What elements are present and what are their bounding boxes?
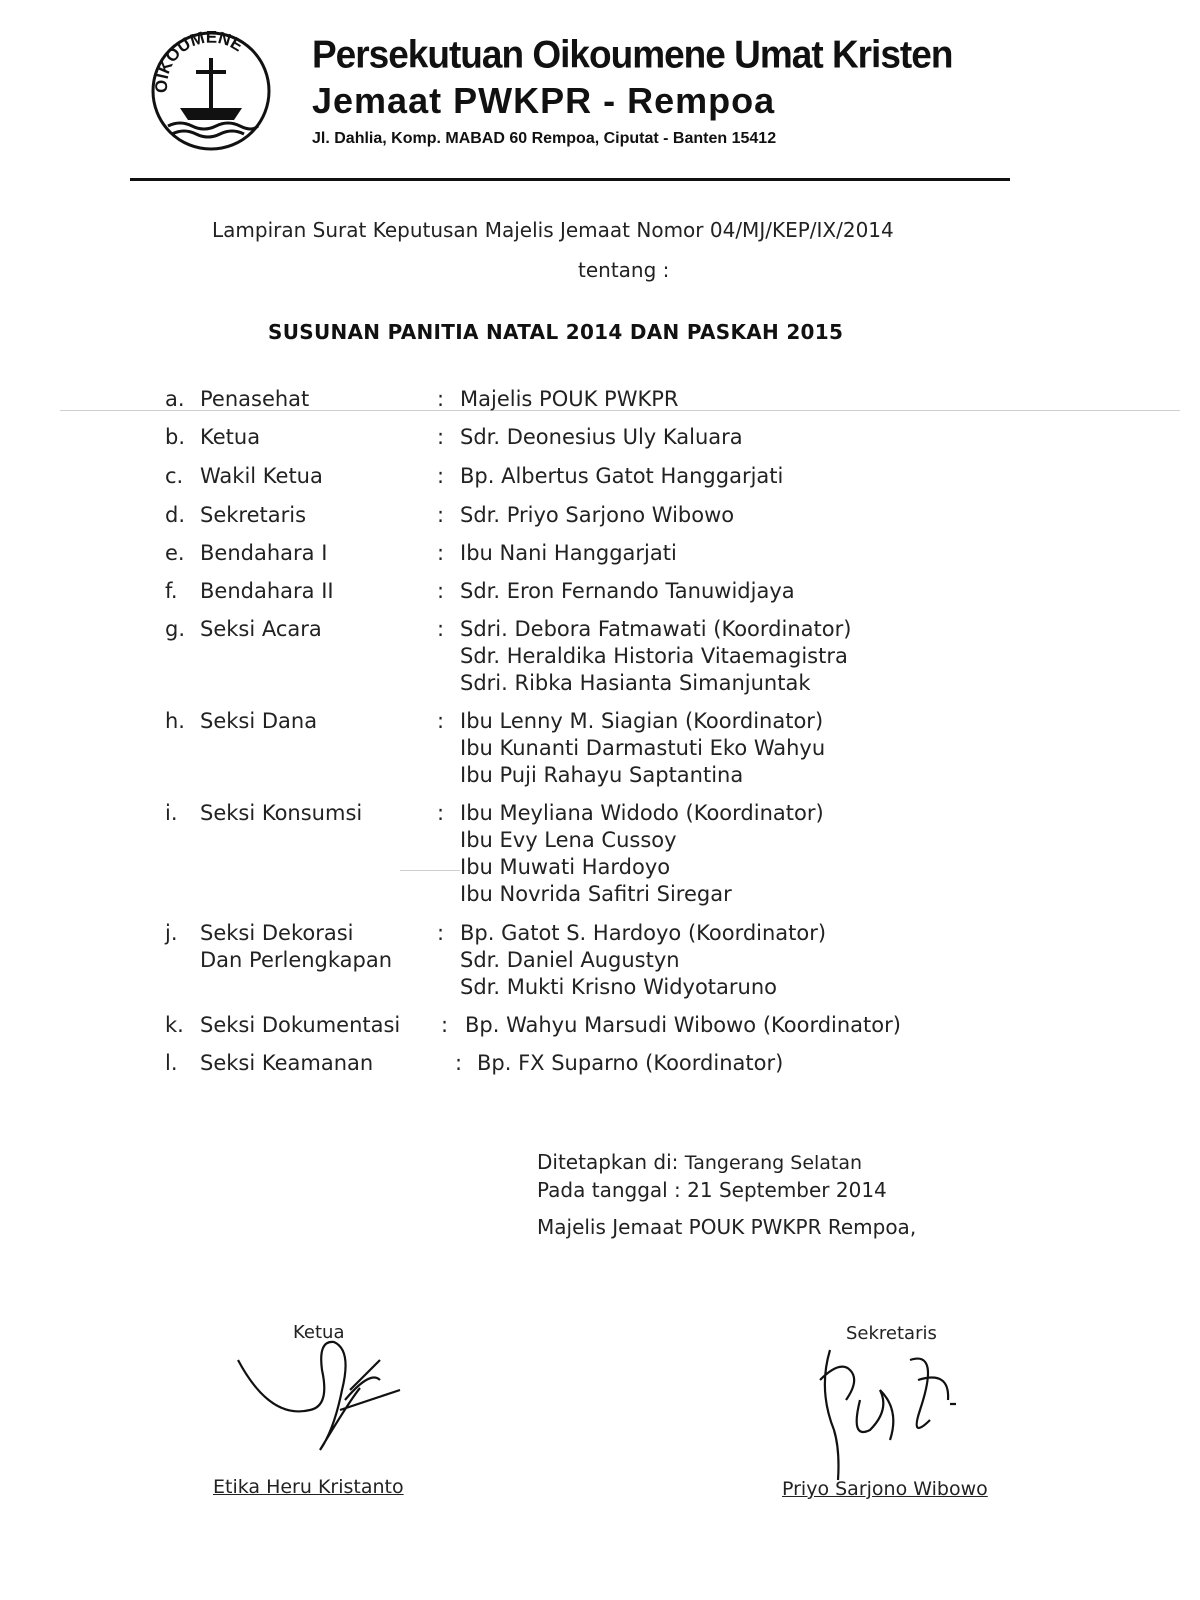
- row-role: Bendahara II: [200, 579, 334, 603]
- organization-name: Persekutuan Oikoumene Umat Kristen: [312, 32, 953, 76]
- row-letter: i.: [165, 801, 178, 825]
- member-name: Sdr. Daniel Augustyn: [460, 948, 680, 972]
- row-colon: :: [441, 1013, 449, 1037]
- member-name: Sdr. Mukti Krisno Widyotaruno: [460, 975, 778, 999]
- row-role: Seksi Dekorasi: [200, 921, 354, 945]
- row-role: Seksi Dokumentasi: [200, 1013, 401, 1037]
- signature-right-title: Sekretaris: [846, 1323, 937, 1344]
- date-label: Pada tanggal :: [537, 1178, 681, 1202]
- row-role: Seksi Dana: [200, 709, 318, 733]
- member-name: Bp. Albertus Gatot Hanggarjati: [460, 464, 784, 488]
- row-colon: :: [437, 709, 445, 733]
- row-role-continued: Dan Perlengkapan: [200, 948, 393, 972]
- row-role: Seksi Keamanan: [200, 1051, 374, 1075]
- member-name: Ibu Evy Lena Cussoy: [460, 828, 677, 852]
- member-name: Sdr. Eron Fernando Tanuwidjaya: [460, 579, 795, 603]
- row-letter: k.: [165, 1013, 184, 1037]
- address: Jl. Dahlia, Komp. MABAD 60 Rempoa, Ciputat - Banten 15412: [312, 130, 777, 147]
- member-name: Ibu Puji Rahayu Saptantina: [460, 763, 744, 787]
- member-name: Bp. Wahyu Marsudi Wibowo (Koordinator): [465, 1013, 901, 1037]
- member-name: Ibu Lenny M. Siagian (Koordinator): [460, 709, 824, 733]
- member-name: Sdr. Heraldika Historia Vitaemagistra: [460, 644, 848, 668]
- signature-left-mark: [230, 1330, 410, 1460]
- place-line: [537, 1150, 862, 1174]
- row-letter: j.: [165, 921, 178, 945]
- row-letter: h.: [165, 709, 185, 733]
- member-name: Majelis POUK PWKPR: [460, 387, 679, 411]
- row-role: Wakil Ketua: [200, 464, 323, 488]
- decree-reference: Lampiran Surat Keputusan Majelis Jemaat Nomor 04/MJ/KEP/IX/2014: [212, 218, 894, 242]
- row-letter: f.: [165, 579, 178, 603]
- row-colon: :: [437, 579, 445, 603]
- row-role: Sekretaris: [200, 503, 307, 527]
- row-colon: :: [437, 387, 445, 411]
- about-label: tentang :: [578, 258, 670, 282]
- row-colon: :: [437, 541, 445, 565]
- member-name: Sdri. Ribka Hasianta Simanjuntak: [460, 671, 811, 695]
- member-name: Ibu Novrida Safitri Siregar: [460, 882, 732, 906]
- signature-left-title: Ketua: [293, 1322, 345, 1343]
- row-role: Ketua: [200, 425, 261, 449]
- member-name: Sdr. Deonesius Uly Kaluara: [460, 425, 743, 449]
- header-divider: [130, 178, 1010, 181]
- member-name: Bp. FX Suparno (Koordinator): [477, 1051, 784, 1075]
- row-letter: b.: [165, 425, 186, 449]
- row-colon: :: [437, 425, 445, 449]
- row-role: Seksi Acara: [200, 617, 322, 641]
- place-label: Ditetapkan di:: [537, 1150, 679, 1174]
- row-colon: :: [437, 921, 445, 945]
- row-letter: a.: [165, 387, 185, 411]
- row-colon: :: [437, 503, 445, 527]
- row-letter: g.: [165, 617, 186, 641]
- row-role: Penasehat: [200, 387, 310, 411]
- member-name: Ibu Kunanti Darmastuti Eko Wahyu: [460, 736, 826, 760]
- svg-text:OIKOUMENE: [152, 30, 247, 93]
- row-role: Seksi Konsumsi: [200, 801, 363, 825]
- member-name: Ibu Meyliana Widodo (Koordinator): [460, 801, 824, 825]
- row-letter: d.: [165, 503, 186, 527]
- member-name: Bp. Gatot S. Hardoyo (Koordinator): [460, 921, 827, 945]
- row-colon: :: [437, 464, 445, 488]
- member-name: Sdr. Priyo Sarjono Wibowo: [460, 503, 735, 527]
- row-colon: :: [437, 801, 445, 825]
- document-title: SUSUNAN PANITIA NATAL 2014 DAN PASKAH 2015: [268, 320, 844, 344]
- signature-left-name: Etika Heru Kristanto: [213, 1476, 404, 1498]
- place-value: Tangerang Selatan: [684, 1152, 863, 1174]
- issuer: Majelis Jemaat POUK PWKPR Rempoa,: [537, 1215, 917, 1239]
- member-name: Ibu Nani Hanggarjati: [460, 541, 677, 565]
- congregation-name: Jemaat PWKPR - Rempoa: [312, 80, 776, 121]
- signature-right-name: Priyo Sarjono Wibowo: [782, 1478, 988, 1500]
- date-value: 21 September 2014: [687, 1178, 887, 1202]
- date-line: [537, 1178, 887, 1202]
- member-name: Sdri. Debora Fatmawati (Koordinator): [460, 617, 852, 641]
- scan-artifact: [400, 870, 460, 871]
- row-colon: :: [455, 1051, 463, 1075]
- row-letter: e.: [165, 541, 185, 565]
- row-letter: l.: [165, 1051, 178, 1075]
- member-name: Ibu Muwati Hardoyo: [460, 855, 671, 879]
- logo-text: OIKOUMENE: [151, 30, 247, 93]
- row-role: Bendahara I: [200, 541, 328, 565]
- row-colon: :: [437, 617, 445, 641]
- signature-right-mark: [810, 1340, 970, 1490]
- oikoumene-logo: [150, 30, 272, 152]
- row-letter: c.: [165, 464, 184, 488]
